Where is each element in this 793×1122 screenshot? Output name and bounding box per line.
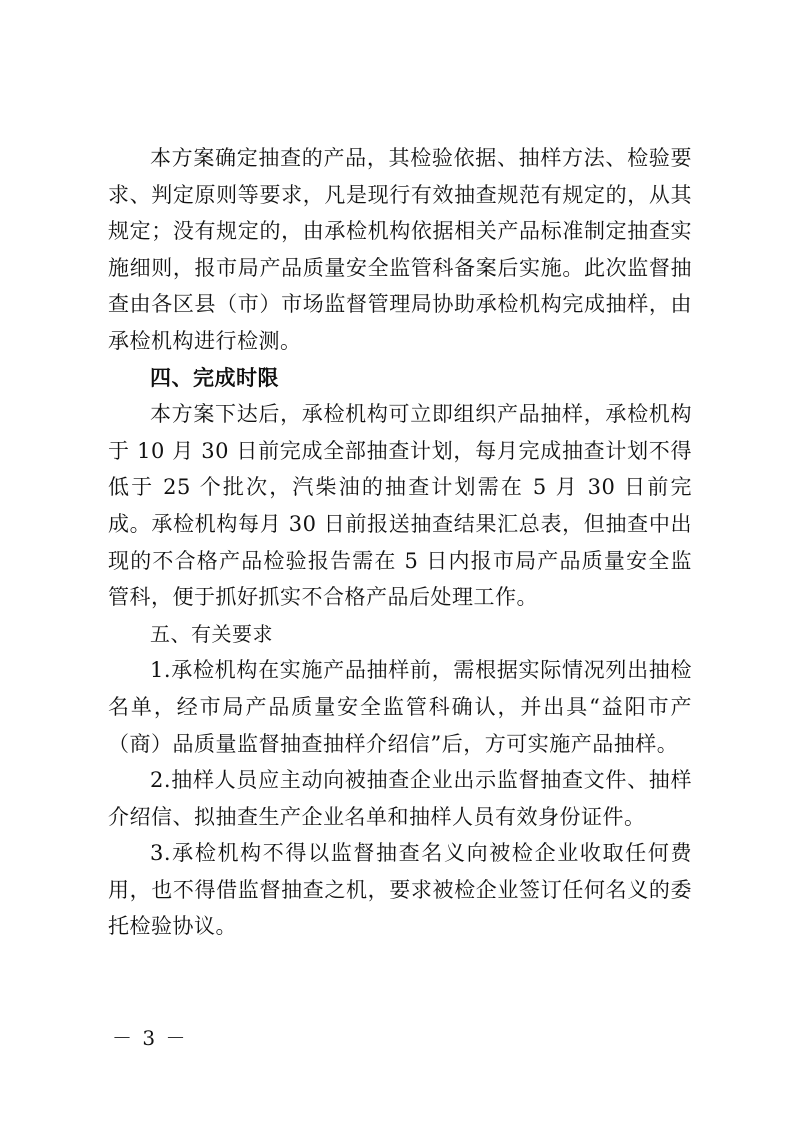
section-heading-deadline: 四、完成时限 <box>150 365 279 390</box>
paragraph-requirement-1: 1.承检机构在实施产品抽样前，需根据实际情况列出抽检名单，经市局产品质量安全监管科确认，并出具“益阳市产（商）品质量监督抽查抽样介绍信”后，方可实施产品抽样。 <box>108 658 692 756</box>
page-number: － 3 － <box>112 1026 188 1050</box>
paragraph-inspection-basis: 本方案确定抽查的产品，其检验依据、抽样方法、检验要求、判定原则等要求，凡是现行有效抽查规范有规定的，从其规定；没有规定的，由承检机构依据相关产品标准制定抽查实施细则，报市局产品质量安全监管科备案后实施。此次监督抽查由各区县（市）市场监督管理局协助承检机构完成抽样，由承检机构进行检测。 <box>108 146 692 353</box>
paragraph-requirement-3: 3.承检机构不得以监督抽查名义向被检企业收取任何费用，也不得借监督抽查之机，要求被检企业签订任何名义的委托检验协议。 <box>108 841 692 939</box>
section-heading-requirements: 五、有关要求 <box>150 621 273 646</box>
paragraph-requirement-2: 2.抽样人员应主动向被抽查企业出示监督抽查文件、抽样介绍信、拟抽查生产企业名单和抽样人员有效身份证件。 <box>108 768 692 829</box>
paragraph-deadline: 本方案下达后，承检机构可立即组织产品抽样，承检机构于 10 月 30 日前完成全部抽查计划，每月完成抽查计划不得低于 25 个批次，汽柴油的抽查计划需在 5 月 30 日前完成。承检机构每月 30 日前报送抽查结果汇总表，但抽查中出现的不合格产品检验报告需在 5 日内报市局产品质量安全监管科，便于抓好抓实不合格产品后处理工作。 <box>108 402 692 610</box>
document-body <box>108 140 692 945</box>
